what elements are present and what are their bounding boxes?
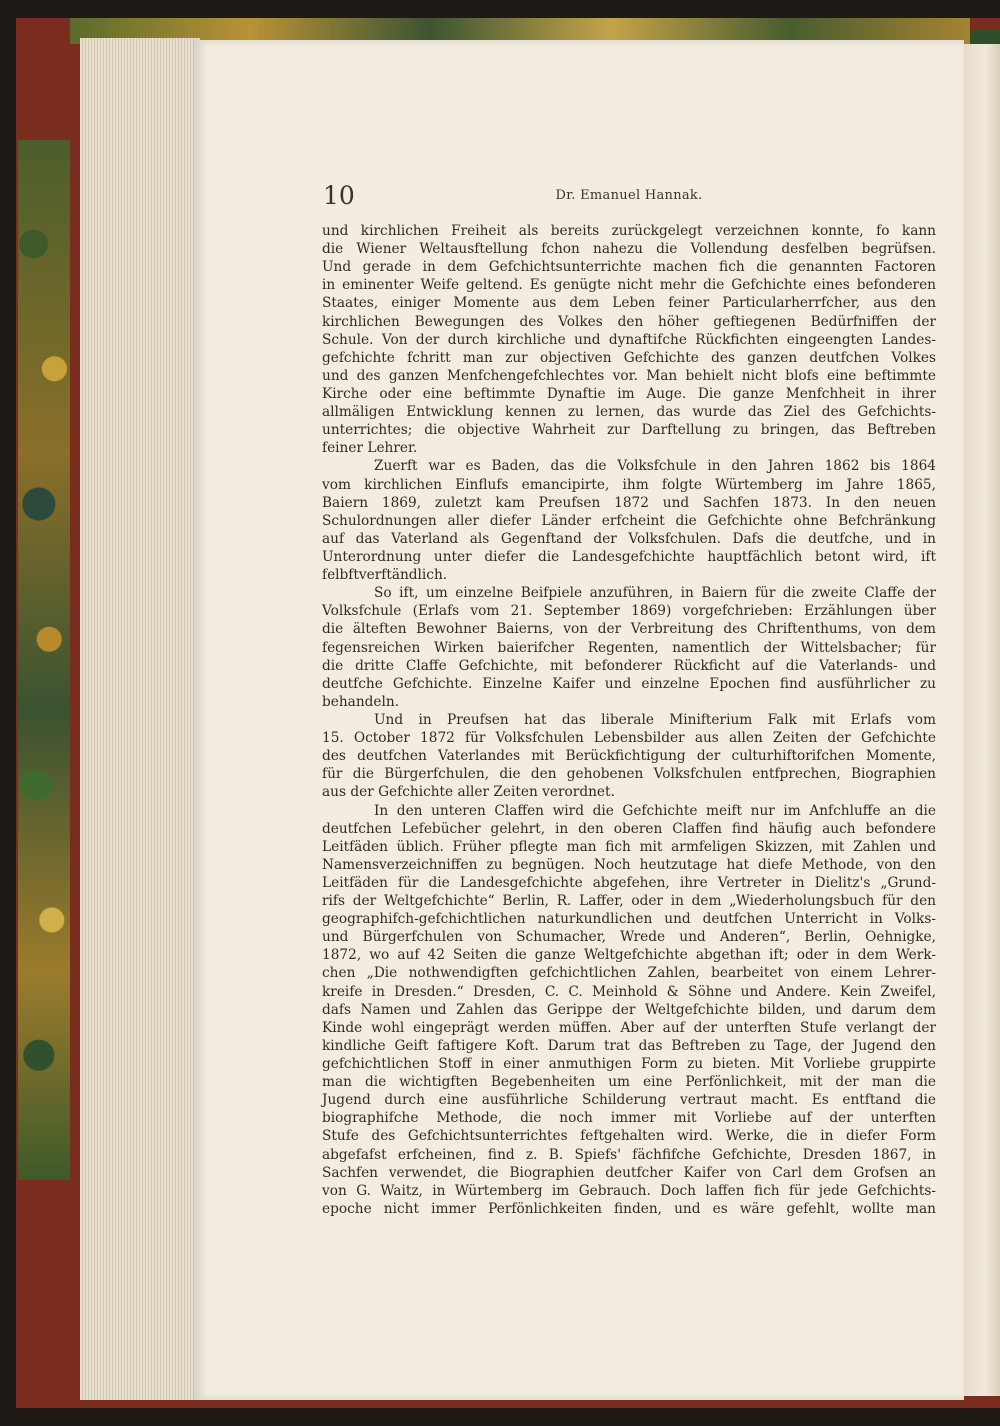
page-header (323, 180, 935, 212)
text-line: feiner Lehrer. (322, 440, 418, 457)
text-line: So ift, um einzelne Beifpiele anzuführen, in Baiern für die zweite Claffe der (374, 585, 936, 602)
text-line: Schulordnungen aller diefer Länder erfcheint die Gefchichte ohne Befchränkung (322, 512, 936, 529)
text-line: Volksfchule (Erlafs vom 21. September 1869) vorgefchrieben: Erzählungen über (322, 603, 936, 620)
text-line: für die Bürgerfchulen, die den gehobenen Volksfchulen entfprechen, Biographien (322, 766, 936, 783)
text-line: Leitfäden üblich. Früher pflegte man fich mit armfeligen Skizzen, mit Zahlen und (322, 838, 936, 855)
text-line: allmäligen Entwicklung kennen zu lernen, das wurde das Ziel des Gefchichts- (322, 404, 936, 421)
text-line: die dritte Claffe Gefchichte, mit befonderer Rückficht auf die Vaterlands- und (322, 657, 936, 674)
text-line: aus der Gefchichte aller Zeiten verordnet. (322, 784, 615, 801)
text-line: Leitfäden für die Landesgefchichte abgefehen, ihre Vertreter in Dielitz's „Grund- (322, 874, 936, 891)
text-line: kreife in Dresden.“ Dresden, C. C. Meinhold & Söhne und Andere. Kein Zweifel, (322, 983, 936, 1000)
text-line: geographifch-gefchichtlichen naturkundlichen und deutfchen Unterricht in Volks- (322, 911, 936, 928)
text-line: dafs Namen und Zahlen das Gerippe der Weltgefchichte bilden, und darum dem (322, 1001, 936, 1018)
text-line: behandeln. (322, 693, 400, 710)
text-line: und kirchlichen Freiheit als bereits zurückgelegt verzeichnen konnte, fo kann (322, 223, 936, 239)
text-line: Stufe des Gefchichtsunterrichtes feftgehalten wird. Werke, die in diefer Form (322, 1128, 936, 1145)
text-line: deutfche Gefchichte. Einzelne Kaifer und einzelne Epochen find ausführlicher zu (322, 675, 936, 692)
text-line: fegensreichen Wirken baierifcher Regenten, namentlich der Wittelsbacher; für (322, 639, 936, 656)
text-line: die Wiener Weltausftellung fchon nahezu die Vollendung desfelben begrüfsen. (322, 241, 936, 258)
text-line: die älteften Bewohner Baierns, von der Verbreitung des Chriftenthums, von dem (322, 621, 936, 638)
running-head: Dr. Emanuel Hannak. (555, 188, 703, 203)
text-line: abgefafst erfcheinen, find z. B. Spiefs' fächfifche Gefchichte, Dresden 1867, in (322, 1146, 936, 1163)
body-text (322, 222, 936, 1218)
text-line: Und in Preufsen hat das liberale Minifterium Falk mit Erlafs vom (374, 711, 936, 728)
page-block-edges (80, 38, 200, 1400)
text-line: auf das Vaterland als Gegenftand der Volksfchulen. Dafs die deutfche, und in (322, 530, 936, 547)
page-number: 10 (323, 181, 355, 210)
text-line: 15. October 1872 für Volksfchulen Lebensbilder aus allen Zeiten der Gefchichte (322, 730, 936, 747)
text-line: Und gerade in dem Gefchichtsunterrichte machen fich die genannten Factoren (322, 259, 936, 276)
text-line: vom kirchlichen Einflufs emancipirte, ihm folgte Würtemberg im Jahre 1865, (322, 476, 936, 493)
text-line: Namensverzeichniffen zu begnügen. Noch heutzutage hat diefe Methode, von den (322, 856, 936, 873)
text-line: von G. Waitz, in Würtemberg im Gebrauch. Doch laffen fich für jede Gefchichts- (322, 1182, 936, 1199)
text-line: Schule. Von der durch kirchliche und dynaftifche Rückfichten eingeengten Landes- (322, 331, 936, 348)
text-line: Kirche oder eine beftimmte Dynaftie im Auge. Die ganze Menfchheit in ihrer (322, 385, 936, 402)
text-line: biographifche Methode, die noch immer mit Vorliebe auf der unterften (322, 1110, 936, 1127)
text-line: Kinde wohl eingeprägt werden müffen. Aber auf der unterften Stufe verlangt der (322, 1019, 936, 1036)
text-line: man die wichtigften Begebenheiten um eine Perfönlichkeit, mit der man die (322, 1074, 936, 1091)
text-line: und Bürgerfchulen von Schumacher, Wrede und Anderen“, Berlin, Oehnigke, (322, 929, 936, 946)
text-line: felbftverftändlich. (322, 567, 448, 584)
text-line: 1872, wo auf 42 Seiten die ganze Weltgefchichte abgethan ift; oder in dem Werk- (322, 947, 936, 964)
text-line: Unterordnung unter diefer die Landesgefchichte hauptfächlich betont wird, ift (322, 548, 936, 565)
text-line: und des ganzen Menfchengefchlechtes vor. Man behielt nicht blofs eine beftimmte (322, 367, 936, 384)
text-line: deutfchen Lefebücher gelehrt, in den oberen Claffen find häufig auch befondere (322, 820, 936, 837)
text-line: In den unteren Claffen wird die Gefchichte meift nur im Anfchluffe an die (374, 802, 936, 819)
text-line: rifs der Weltgefchichte“ Berlin, R. Laffer, oder in dem „Wiederholungsbuch für den (322, 893, 936, 910)
text-line: Jugend durch eine ausführliche Schilderung vertraut macht. Es entftand die (322, 1092, 936, 1109)
text-line: kindliche Geift faftigere Koft. Darum trat das Beftreben zu Tage, der Jugend den (322, 1037, 936, 1054)
text-line: Baiern 1869, zuletzt kam Preufsen 1872 und Sachfen 1873. In den neuen (322, 494, 936, 511)
text-line: Zuerft war es Baden, das die Volksfchule in den Jahren 1862 bis 1864 (374, 458, 936, 475)
text-line: Sachfen verwendet, die Biographien deutfcher Kaifer von Carl dem Grofsen an (322, 1164, 936, 1181)
text-line: kirchlichen Bewegungen des Volkes den höher geftiegenen Bedürfniffen der (322, 313, 936, 330)
facing-page-edge (964, 44, 1000, 1396)
text-line: Staates, einiger Momente aus dem Leben feiner Particularherrfcher, aus den (322, 295, 936, 312)
text-line: in eminenter Weife geltend. Es genügte nicht mehr die Gefchichte eines befonderen (322, 277, 936, 294)
text-line: chen „Die nothwendigften gefchichtlichen Zahlen, bearbeitet von einem Lehrer- (322, 965, 936, 982)
marbled-board-left (18, 140, 70, 1180)
text-line: gefchichtlichen Stoff in einer anmuthigen Form zu bieten. Mit Vorliebe gruppirte (322, 1056, 936, 1073)
text-line: unterrichtes; die objective Wahrheit zur Darftellung zu bringen, das Beftreben (322, 422, 936, 439)
text-line: epoche nicht immer Perfönlichkeiten finden, und es wäre gefehlt, wollte man (322, 1200, 936, 1217)
text-line: gefchichte fchritt man zur objectiven Gefchichte des ganzen deutfchen Volkes (322, 349, 936, 366)
text-line: des deutfchen Vaterlandes mit Berückfichtigung der culturhiftorifchen Momente, (322, 748, 936, 765)
